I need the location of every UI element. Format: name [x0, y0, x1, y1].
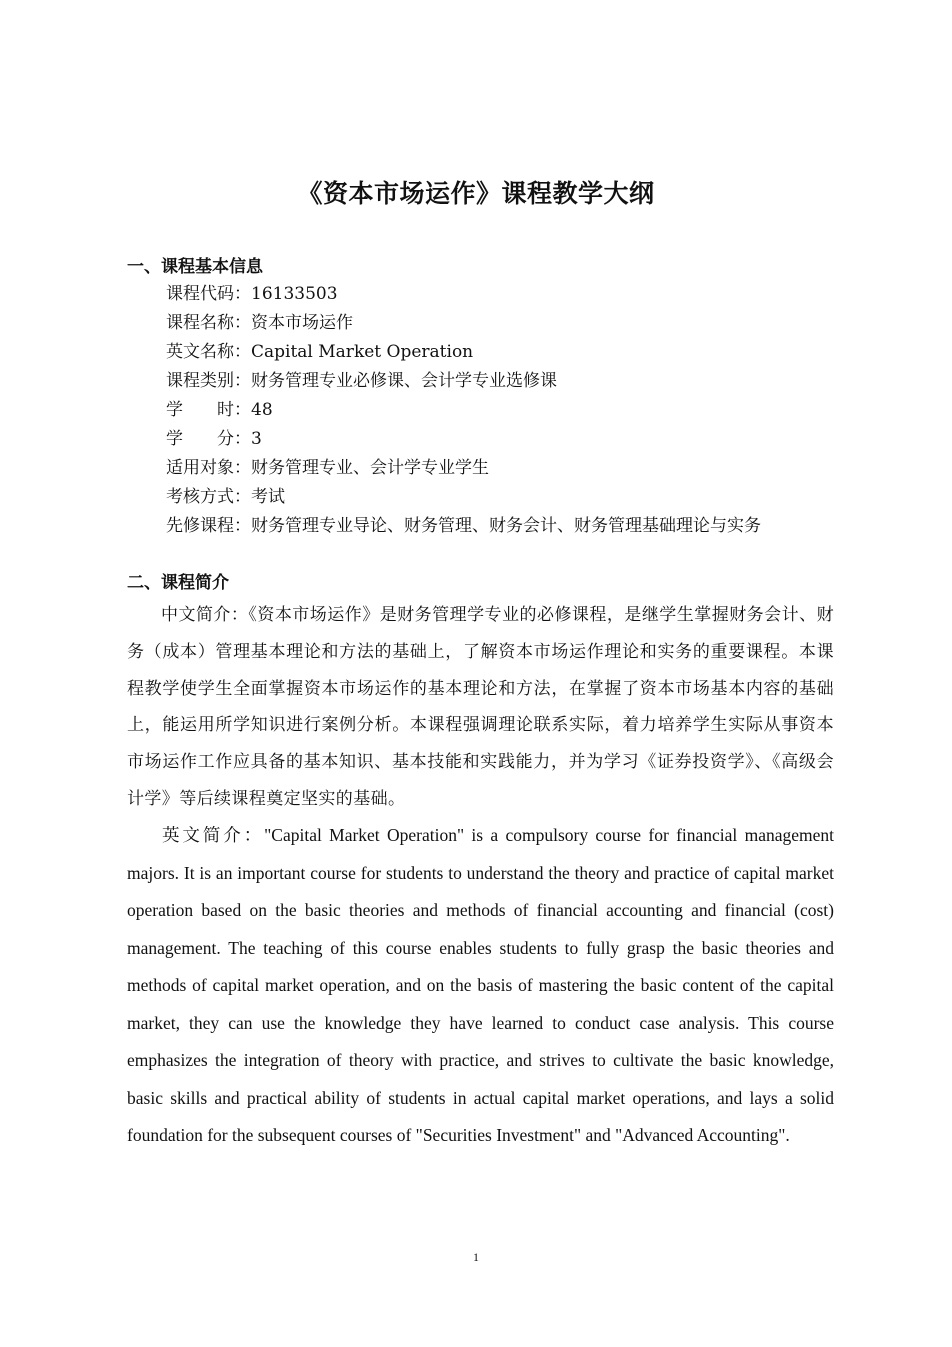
info-value: 财务管理专业、会计学专业学生 [251, 458, 489, 478]
info-label: 适用对象： [166, 458, 251, 478]
english-introduction: 英文简介："Capital Market Operation" is a compulsory course for financial management majors. It is an important course for students to understand the theory and practice of capital market operation based on the basic theories and methods of financial accounting and financial (cost) management. The teaching of this course enables students to fully grasp the basic theories and methods of capital market operation, and on the basis of mastering the basic content of the capital market, they can use the knowledge they have learned to conduct case analysis. This course emphasizes the integration of theory with practice, and strives to cultivate the basic knowledge, basic skills and practical ability of students in actual capital market operations, and lays a solid foundation for the subsequent courses of "Securities Investment" and "Advanced Accounting". [127, 825, 834, 1145]
info-row-english-name [166, 338, 761, 367]
info-value: Capital Market Operation [251, 342, 474, 362]
info-value: 3 [251, 429, 262, 449]
course-info-list [166, 280, 761, 541]
info-row-hours [166, 396, 761, 425]
info-label: 课程类别： [166, 371, 251, 391]
document-title: 《资本市场运作》课程教学大纲 [297, 179, 655, 208]
info-label: 先修课程： [166, 516, 251, 536]
info-value: 财务管理专业必修课、会计学专业选修课 [251, 371, 557, 391]
info-label: 学 分： [166, 429, 251, 449]
info-row-course-name [166, 309, 761, 338]
info-value: 48 [251, 400, 273, 420]
info-label: 课程名称： [166, 313, 251, 333]
info-value: 考试 [251, 487, 285, 507]
info-value: 资本市场运作 [251, 313, 353, 333]
info-row-course-category [166, 367, 761, 396]
info-row-course-code [166, 280, 761, 309]
chinese-introduction: 中文简介：《资本市场运作》是财务管理学专业的必修课程，是继学生掌握财务会计、财务（成本）管理基本理论和方法的基础上，了解资本市场运作理论和实务的重要课程。本课程教学使学生全面掌握资本市场运作的基本理论和方法，在掌握了资本市场基本内容的基础上，能运用所学知识进行案例分析。本课程强调理论联系实际，着力培养学生实际从事资本市场运作工作应具备的基本知识、基本技能和实践能力，并为学习《证券投资学》、《高级会计学》等后续课程奠定坚实的基础。 [127, 605, 834, 809]
section-heading-basic-info: 一、课程基本信息 [127, 257, 263, 277]
info-row-assessment [166, 483, 761, 512]
info-value: 16133503 [251, 284, 338, 304]
info-row-credits [166, 425, 761, 454]
info-label: 英文名称： [166, 342, 251, 362]
info-label: 学 时： [166, 400, 251, 420]
info-label: 课程代码： [166, 284, 251, 304]
page-number: 1 [473, 1250, 479, 1264]
info-value: 财务管理专业导论、财务管理、财务会计、财务管理基础理论与实务 [251, 516, 761, 536]
info-label: 考核方式： [166, 487, 251, 507]
section-heading-introduction: 二、课程简介 [127, 573, 229, 593]
info-row-prerequisites [166, 512, 761, 541]
info-row-target-students [166, 454, 761, 483]
